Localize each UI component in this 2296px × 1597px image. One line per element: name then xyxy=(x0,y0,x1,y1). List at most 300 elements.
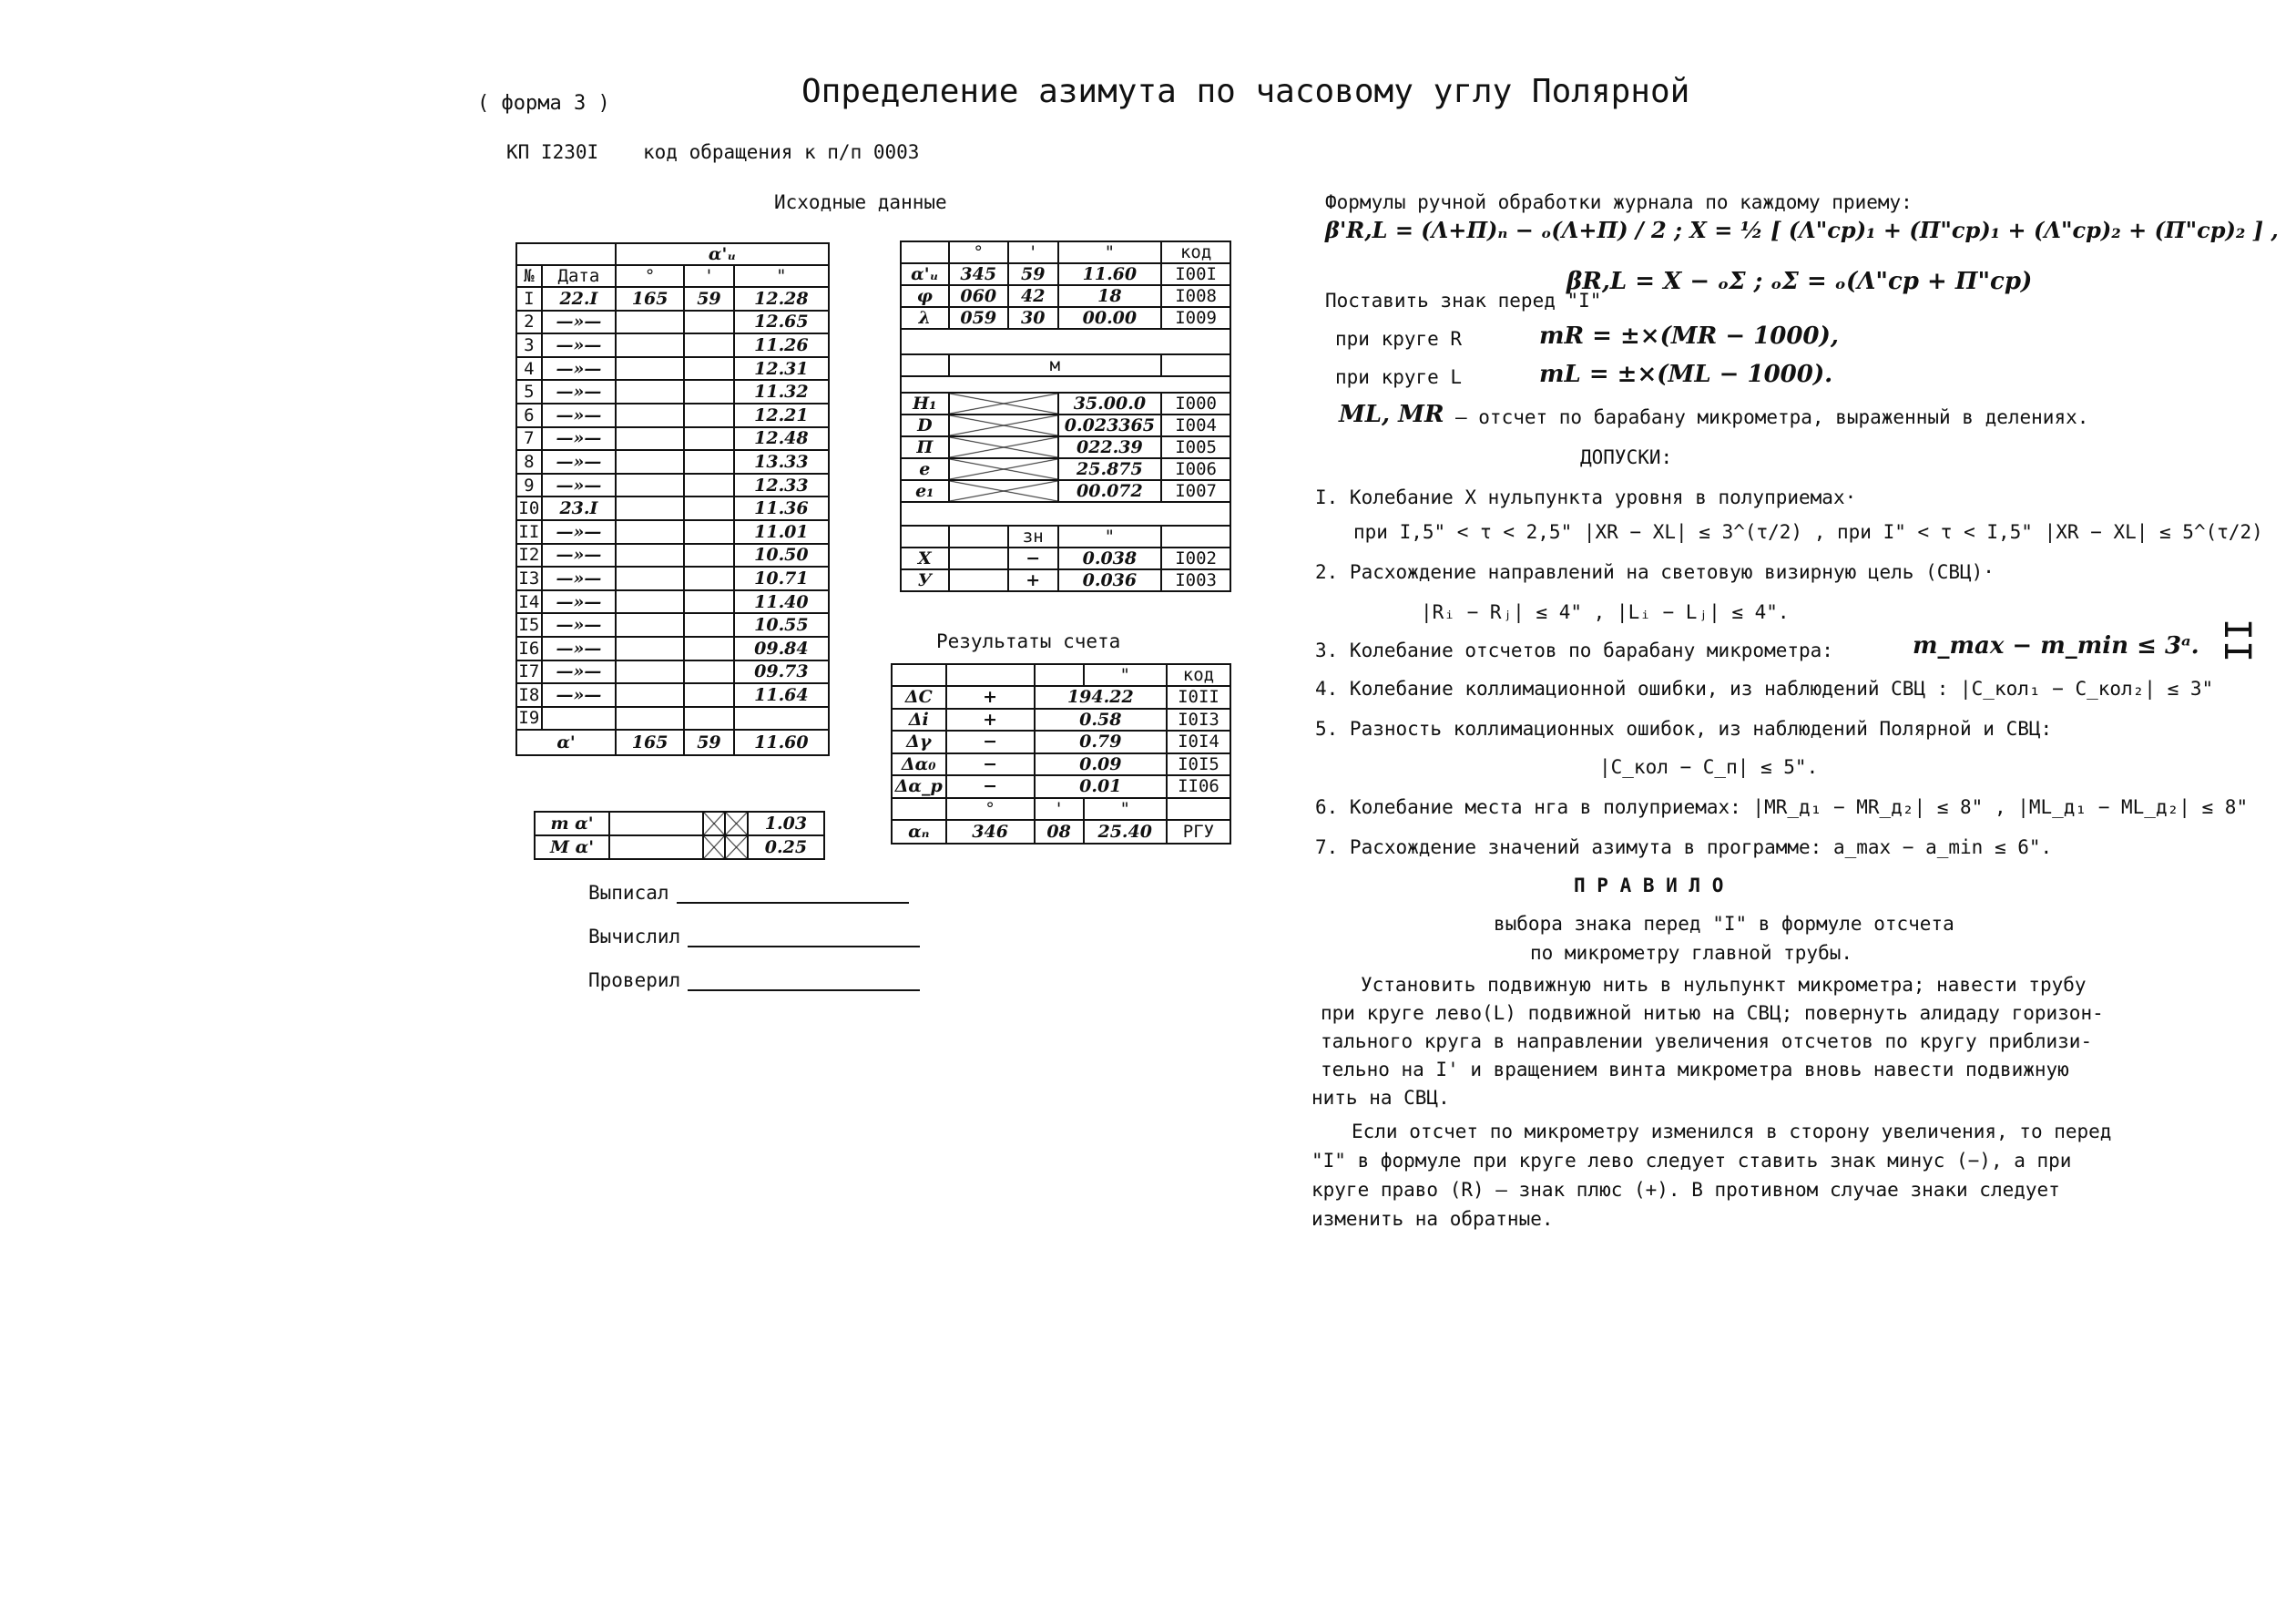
obs-col-header: ' xyxy=(684,265,734,287)
obs-col-header: № xyxy=(516,265,542,287)
results-row xyxy=(892,731,1230,753)
obs-date xyxy=(542,707,616,731)
tolerance-3-formula: m_max − m_min ≤ 3ᵃ. xyxy=(1913,632,2199,660)
results-row xyxy=(892,753,1230,776)
obs-minutes: 59 xyxy=(684,287,734,311)
obs-date: —»— xyxy=(542,311,616,334)
obs-seconds: 13.33 xyxy=(734,450,829,474)
results-col-header: " xyxy=(1084,664,1167,686)
results-label: Δα₀ xyxy=(892,753,946,776)
results-header-row xyxy=(892,664,1230,686)
data-spacer xyxy=(901,502,1230,526)
results-col-header xyxy=(946,664,1035,686)
obs-minutes xyxy=(684,404,734,427)
obs-degrees xyxy=(616,311,684,334)
obs-date: 22.I xyxy=(542,287,616,311)
data-seconds: 11.60 xyxy=(1058,263,1162,285)
data-blank xyxy=(1161,354,1230,376)
obs-seconds: 11.26 xyxy=(734,333,829,357)
data-crossed xyxy=(949,393,1058,415)
obs-row-number: I7 xyxy=(516,660,542,684)
obs-row-number: I3 xyxy=(516,567,542,590)
results-sign: − xyxy=(946,753,1035,776)
obs-degrees xyxy=(616,357,684,381)
obs-row-number: 4 xyxy=(516,357,542,381)
tolerance-5: 5. Разность коллимационных ошибок, из наблюдений Полярной и СВЦ: xyxy=(1315,718,2053,740)
obs-minutes xyxy=(684,683,734,707)
data-crossed xyxy=(949,415,1058,436)
ml-mr-text: – отсчет по барабану микрометра, выраженный в делениях. xyxy=(1455,406,2089,428)
signature-wrote-label: Выписал xyxy=(588,882,669,904)
data-minutes: 59 xyxy=(1008,263,1058,285)
results-code: I0I3 xyxy=(1167,709,1230,732)
results-sign: − xyxy=(946,775,1035,798)
data-row xyxy=(901,307,1230,329)
obs-col-header: Дата xyxy=(542,265,616,287)
data-spacer xyxy=(901,376,1230,393)
data-code: I009 xyxy=(1161,307,1230,329)
data-degrees: 059 xyxy=(949,307,1008,329)
data-minutes: 42 xyxy=(1008,285,1058,307)
obs-row xyxy=(516,474,829,497)
results-blank xyxy=(1167,798,1230,820)
m-row xyxy=(535,812,824,835)
signature-checked-label: Проверил xyxy=(588,969,681,991)
obs-top-header-row xyxy=(516,243,829,265)
obs-row-number: I9 xyxy=(516,707,542,731)
obs-minutes xyxy=(684,450,734,474)
obs-blank xyxy=(516,243,616,265)
results-title: Результаты счета xyxy=(936,630,1121,652)
m-blank xyxy=(609,835,703,859)
data-row xyxy=(901,285,1230,307)
signature-checked xyxy=(588,969,920,991)
results-row xyxy=(892,775,1230,798)
data-label: φ xyxy=(901,285,949,307)
data-label: Π xyxy=(901,436,949,458)
obs-row-number: I2 xyxy=(516,544,542,568)
obs-row xyxy=(516,287,829,311)
data-row xyxy=(901,548,1230,569)
data-sec-header: " xyxy=(1058,526,1162,548)
data-label: H₁ xyxy=(901,393,949,415)
data-col-header: код xyxy=(1161,241,1230,263)
obs-minutes xyxy=(684,427,734,451)
data-spacer-row xyxy=(901,329,1230,354)
data-value: 00.072 xyxy=(1058,480,1162,502)
data-value: 0.023365 xyxy=(1058,415,1162,436)
formula-sigma: βR,L = X − ₒΣ ; ₒΣ = ₒ(Λ"cp + Π"cp) xyxy=(1566,268,2033,295)
circle-l-formula: mL = ±×(ML − 1000). xyxy=(1539,361,1833,388)
obs-seconds: 12.48 xyxy=(734,427,829,451)
obs-row xyxy=(516,311,829,334)
data-blank xyxy=(949,569,1008,591)
data-blank xyxy=(901,241,949,263)
obs-row-number: I8 xyxy=(516,683,542,707)
obs-row-number: 7 xyxy=(516,427,542,451)
obs-date: —»— xyxy=(542,450,616,474)
obs-seconds: 11.64 xyxy=(734,683,829,707)
obs-row xyxy=(516,427,829,451)
data-code: I003 xyxy=(1161,569,1230,591)
data-value: 25.875 xyxy=(1058,458,1162,480)
obs-row xyxy=(516,544,829,568)
obs-total-degrees: 165 xyxy=(616,730,684,755)
obs-minutes xyxy=(684,380,734,404)
obs-date: —»— xyxy=(542,520,616,544)
obs-degrees xyxy=(616,520,684,544)
obs-date: —»— xyxy=(542,357,616,381)
tolerances-title: ДОПУСКИ: xyxy=(1580,446,1673,468)
rule-paragraph-1-line: тельно на I' и вращением винта микрометра вновь навести подвижную xyxy=(1321,1059,2069,1080)
data-seconds: 00.00 xyxy=(1058,307,1162,329)
rule-paragraph-2 xyxy=(1311,1117,2111,1234)
data-code: I002 xyxy=(1161,548,1230,569)
obs-degrees xyxy=(616,590,684,614)
data-sign: − xyxy=(1008,548,1058,569)
results-code: I0I4 xyxy=(1167,731,1230,753)
obs-degrees: 165 xyxy=(616,287,684,311)
data-row xyxy=(901,458,1230,480)
obs-degrees xyxy=(616,497,684,520)
results-value: 0.01 xyxy=(1035,775,1167,798)
circle-r-label: при круге R xyxy=(1335,328,1463,350)
signature-computed-label: Вычислил xyxy=(588,926,681,947)
circle-l-label: при круге L xyxy=(1335,366,1463,388)
obs-row-number: I6 xyxy=(516,637,542,660)
results-col-header: код xyxy=(1167,664,1230,686)
ml-mr-symbols: ML, MR xyxy=(1339,401,1444,428)
sign-label: Поставить знак перед "I" xyxy=(1325,290,1602,312)
formulas-title: Формулы ручной обработки журнала по каждому приему: xyxy=(1325,191,1913,213)
signature-computed-line xyxy=(688,946,920,947)
m-crossed xyxy=(703,812,726,835)
data-col-header: ' xyxy=(1008,241,1058,263)
obs-row-number: I4 xyxy=(516,590,542,614)
data-blank xyxy=(1161,526,1230,548)
obs-row xyxy=(516,707,829,731)
obs-row xyxy=(516,520,829,544)
input-data-title: Исходные данные xyxy=(774,191,947,213)
rule-paragraph-1-line: тального круга в направлении увеличения отсчетов по кругу приблизи- xyxy=(1321,1030,2093,1052)
data-seconds: 18 xyxy=(1058,285,1162,307)
data-minutes: 30 xyxy=(1008,307,1058,329)
obs-date: —»— xyxy=(542,474,616,497)
obs-date: —»— xyxy=(542,333,616,357)
data-label: X xyxy=(901,548,949,569)
data-blank xyxy=(901,526,949,548)
tolerance-3: 3. Колебание отсчетов по барабану микрометра: xyxy=(1315,640,1833,661)
data-value: 35.00.0 xyxy=(1058,393,1162,415)
obs-date: —»— xyxy=(542,590,616,614)
data-m-header-row xyxy=(901,354,1230,376)
data-label: D xyxy=(901,415,949,436)
obs-row xyxy=(516,497,829,520)
data-code: I007 xyxy=(1161,480,1230,502)
obs-seconds: 10.55 xyxy=(734,613,829,637)
obs-degrees xyxy=(616,474,684,497)
obs-seconds: 12.65 xyxy=(734,311,829,334)
obs-minutes xyxy=(684,544,734,568)
obs-row-number: 2 xyxy=(516,311,542,334)
data-code: I008 xyxy=(1161,285,1230,307)
signature-wrote-line xyxy=(677,902,909,904)
obs-degrees xyxy=(616,660,684,684)
data-blank xyxy=(901,354,949,376)
input-data-table xyxy=(900,241,1231,592)
results-label: Δγ xyxy=(892,731,946,753)
obs-seconds: 11.36 xyxy=(734,497,829,520)
results-row xyxy=(892,686,1230,709)
results-value: 0.09 xyxy=(1035,753,1167,776)
results-sign: − xyxy=(946,731,1035,753)
rule-paragraph-2-line: круге право (R) – знак плюс (+). В противном случае знаки следует xyxy=(1311,1179,2060,1201)
obs-row-number: I0 xyxy=(516,497,542,520)
rule-title: П Р А В И Л О xyxy=(1574,875,1724,896)
results-value: 194.22 xyxy=(1035,686,1167,709)
signature-checked-line xyxy=(688,989,920,991)
results-code: I0II xyxy=(1167,686,1230,709)
obs-seconds: 12.21 xyxy=(734,404,829,427)
obs-minutes xyxy=(684,660,734,684)
obs-seconds: 12.33 xyxy=(734,474,829,497)
obs-row xyxy=(516,637,829,660)
results-code: I0I5 xyxy=(1167,753,1230,776)
data-code: I005 xyxy=(1161,436,1230,458)
results-col-header xyxy=(1035,664,1084,686)
data-sign-header-row xyxy=(901,526,1230,548)
data-col-header: " xyxy=(1058,241,1162,263)
data-spacer-row xyxy=(901,376,1230,393)
obs-row xyxy=(516,590,829,614)
results-final-col-header: ' xyxy=(1035,798,1084,820)
data-row xyxy=(901,480,1230,502)
results-final-seconds: 25.40 xyxy=(1084,820,1167,844)
page-title: Определение азимута по часовому углу Полярной xyxy=(801,73,1690,110)
rule-subtitle-1: выбора знака перед "I" в формуле отсчета xyxy=(1494,913,1954,935)
signature-computed xyxy=(588,926,920,947)
code-label: код обращения к п/п 0003 xyxy=(643,141,920,163)
results-table xyxy=(891,663,1231,845)
data-sign: + xyxy=(1008,569,1058,591)
rule-paragraph-2-line: Если отсчет по микрометру изменился в сторону увеличения, то перед xyxy=(1352,1121,2112,1142)
data-crossed xyxy=(949,480,1058,502)
tolerance-2: 2. Расхождение направлений на световую визирную цель (СВЦ)· xyxy=(1315,561,1995,583)
obs-minutes xyxy=(684,497,734,520)
tolerance-1: I. Колебание X нульпункта уровня в полуприемах· xyxy=(1315,486,1857,508)
obs-degrees xyxy=(616,683,684,707)
data-col-header: ° xyxy=(949,241,1008,263)
obs-degrees xyxy=(616,404,684,427)
data-code: I006 xyxy=(1161,458,1230,480)
obs-degrees xyxy=(616,567,684,590)
results-final-row xyxy=(892,820,1230,844)
rule-paragraph-2-line: изменить на обратные. xyxy=(1311,1208,1554,1230)
obs-total-minutes: 59 xyxy=(684,730,734,755)
results-code: II06 xyxy=(1167,775,1230,798)
data-row xyxy=(901,569,1230,591)
tolerance-5-detail: |C_кол − C_п| ≤ 5". xyxy=(1599,756,1819,778)
results-blank xyxy=(892,664,946,686)
obs-degrees xyxy=(616,450,684,474)
obs-row-number: 6 xyxy=(516,404,542,427)
tolerance-4: 4. Колебание коллимационной ошибки, из наблюдений СВЦ : |C_кол₁ − C_кол₂| ≤ 3" xyxy=(1315,678,2214,700)
obs-date: —»— xyxy=(542,404,616,427)
data-row xyxy=(901,415,1230,436)
data-label: e xyxy=(901,458,949,480)
obs-row-number: I5 xyxy=(516,613,542,637)
obs-row-number: I xyxy=(516,287,542,311)
results-value: 0.58 xyxy=(1035,709,1167,732)
results-final-label: αₙ xyxy=(892,820,946,844)
data-row xyxy=(901,393,1230,415)
formula-beta: β'R,L = (Λ+Π)ₙ − ₒ(Λ+Π) / 2 ; X = ½ [ (Λ"cp)₁ + (Π"cp)₁ + (Λ"cp)₂ + (Π"cp)₂ ] , xyxy=(1325,217,2279,243)
obs-date: —»— xyxy=(542,567,616,590)
obs-row xyxy=(516,357,829,381)
rule-paragraph-1-line: при круге лево(L) подвижной нитью на СВЦ; повернуть алидаду горизон- xyxy=(1321,1002,2104,1024)
results-sign: + xyxy=(946,709,1035,732)
data-label: λ xyxy=(901,307,949,329)
obs-total-seconds: 11.60 xyxy=(734,730,829,755)
obs-degrees xyxy=(616,333,684,357)
obs-row-number: II xyxy=(516,520,542,544)
data-crossed xyxy=(949,458,1058,480)
results-sign: + xyxy=(946,686,1035,709)
results-final-header-row xyxy=(892,798,1230,820)
results-label: Δα_p xyxy=(892,775,946,798)
obs-seconds: 09.73 xyxy=(734,660,829,684)
obs-alpha-header: α'ᵤ xyxy=(616,243,829,265)
obs-row-number: 5 xyxy=(516,380,542,404)
data-blank xyxy=(949,548,1008,569)
obs-seconds: 12.31 xyxy=(734,357,829,381)
data-spacer-row xyxy=(901,502,1230,526)
results-final-col-header: ° xyxy=(946,798,1035,820)
data-value: 0.038 xyxy=(1058,548,1162,569)
obs-date: —»— xyxy=(542,427,616,451)
results-final-degrees: 346 xyxy=(946,820,1035,844)
obs-date: 23.I xyxy=(542,497,616,520)
data-m-header: м xyxy=(949,354,1162,376)
obs-row xyxy=(516,380,829,404)
obs-seconds: 11.40 xyxy=(734,590,829,614)
data-spacer xyxy=(901,329,1230,354)
data-degrees: 345 xyxy=(949,263,1008,285)
obs-total-row xyxy=(516,730,829,755)
rule-subtitle-2: по микрометру главной трубы. xyxy=(1530,942,1853,964)
obs-row xyxy=(516,450,829,474)
m-crossed xyxy=(725,812,748,835)
obs-minutes xyxy=(684,333,734,357)
obs-seconds: 12.28 xyxy=(734,287,829,311)
data-value: 022.39 xyxy=(1058,436,1162,458)
obs-date: —»— xyxy=(542,660,616,684)
results-label: ΔC xyxy=(892,686,946,709)
results-label: Δi xyxy=(892,709,946,732)
obs-seconds: 10.71 xyxy=(734,567,829,590)
obs-minutes xyxy=(684,357,734,381)
results-final-code: РГУ xyxy=(1167,820,1230,844)
obs-total-label: α' xyxy=(516,730,616,755)
obs-minutes xyxy=(684,613,734,637)
obs-minutes xyxy=(684,637,734,660)
data-blank xyxy=(949,526,1008,548)
m-value: 1.03 xyxy=(748,812,824,835)
data-value: 0.036 xyxy=(1058,569,1162,591)
results-row xyxy=(892,709,1230,732)
obs-minutes xyxy=(684,474,734,497)
tolerance-6: 6. Колебание места нга в полуприемах: |MR_д₁ − MR_д₂| ≤ 8" , |ML_д₁ − ML_д₂| ≤ 8" xyxy=(1315,796,2249,818)
obs-header-row xyxy=(516,265,829,287)
m-blank xyxy=(609,812,703,835)
obs-degrees xyxy=(616,544,684,568)
data-row xyxy=(901,436,1230,458)
tolerance-7: 7. Расхождение значений азимута в программе: a_max − a_min ≤ 6". xyxy=(1315,836,2053,858)
m-crossed xyxy=(703,835,726,859)
rule-paragraph-1 xyxy=(1311,971,2104,1112)
obs-seconds: 11.01 xyxy=(734,520,829,544)
obs-row xyxy=(516,683,829,707)
obs-minutes xyxy=(684,567,734,590)
obs-minutes xyxy=(684,520,734,544)
observations-table xyxy=(515,242,830,756)
obs-col-header: ° xyxy=(616,265,684,287)
results-final-minutes: 08 xyxy=(1035,820,1084,844)
data-header-row xyxy=(901,241,1230,263)
obs-degrees xyxy=(616,613,684,637)
data-code: I00I xyxy=(1161,263,1230,285)
rule-paragraph-1-line: Установить подвижную нить в нульпункт микрометра; навести трубу xyxy=(1361,974,2087,996)
tolerance-2-detail: |Rᵢ − Rⱼ| ≤ 4" , |Lᵢ − Lⱼ| ≤ 4". xyxy=(1421,601,1790,623)
obs-row-number: 8 xyxy=(516,450,542,474)
obs-date: —»— xyxy=(542,613,616,637)
tolerance-1-detail: при I,5" < τ < 2,5" |XR − XL| ≤ 3^(τ/2) , при I" < τ < I,5" |XR − XL| ≤ 5^(τ/2) xyxy=(1353,521,2263,543)
data-code: I004 xyxy=(1161,415,1230,436)
obs-minutes xyxy=(684,311,734,334)
m-value: 0.25 xyxy=(748,835,824,859)
m-table xyxy=(534,811,825,860)
obs-degrees xyxy=(616,380,684,404)
obs-date: —»— xyxy=(542,683,616,707)
signature-wrote xyxy=(588,882,909,904)
obs-seconds: 09.84 xyxy=(734,637,829,660)
results-value: 0.79 xyxy=(1035,731,1167,753)
obs-date: —»— xyxy=(542,544,616,568)
obs-date: —»— xyxy=(542,637,616,660)
obs-degrees xyxy=(616,707,684,731)
data-sign-header: зн xyxy=(1008,526,1058,548)
data-degrees: 060 xyxy=(949,285,1008,307)
obs-row-number: 3 xyxy=(516,333,542,357)
obs-degrees xyxy=(616,637,684,660)
obs-minutes xyxy=(684,590,734,614)
data-code: I000 xyxy=(1161,393,1230,415)
rule-paragraph-2-line: "I" в формуле при круге лево следует ставить знак минус (−), а при xyxy=(1311,1150,2072,1172)
results-blank xyxy=(892,798,946,820)
page-side-number: II xyxy=(2216,618,2259,663)
obs-date: —»— xyxy=(542,380,616,404)
obs-row-number: 9 xyxy=(516,474,542,497)
rule-paragraph-1-line: нить на СВЦ. xyxy=(1311,1087,1450,1109)
data-crossed xyxy=(949,436,1058,458)
m-crossed xyxy=(725,835,748,859)
data-row xyxy=(901,263,1230,285)
data-label: У xyxy=(901,569,949,591)
data-label: e₁ xyxy=(901,480,949,502)
form-label: ( форма 3 ) xyxy=(477,92,610,115)
obs-row xyxy=(516,333,829,357)
circle-r-formula: mR = ±×(MR − 1000), xyxy=(1539,322,1839,350)
